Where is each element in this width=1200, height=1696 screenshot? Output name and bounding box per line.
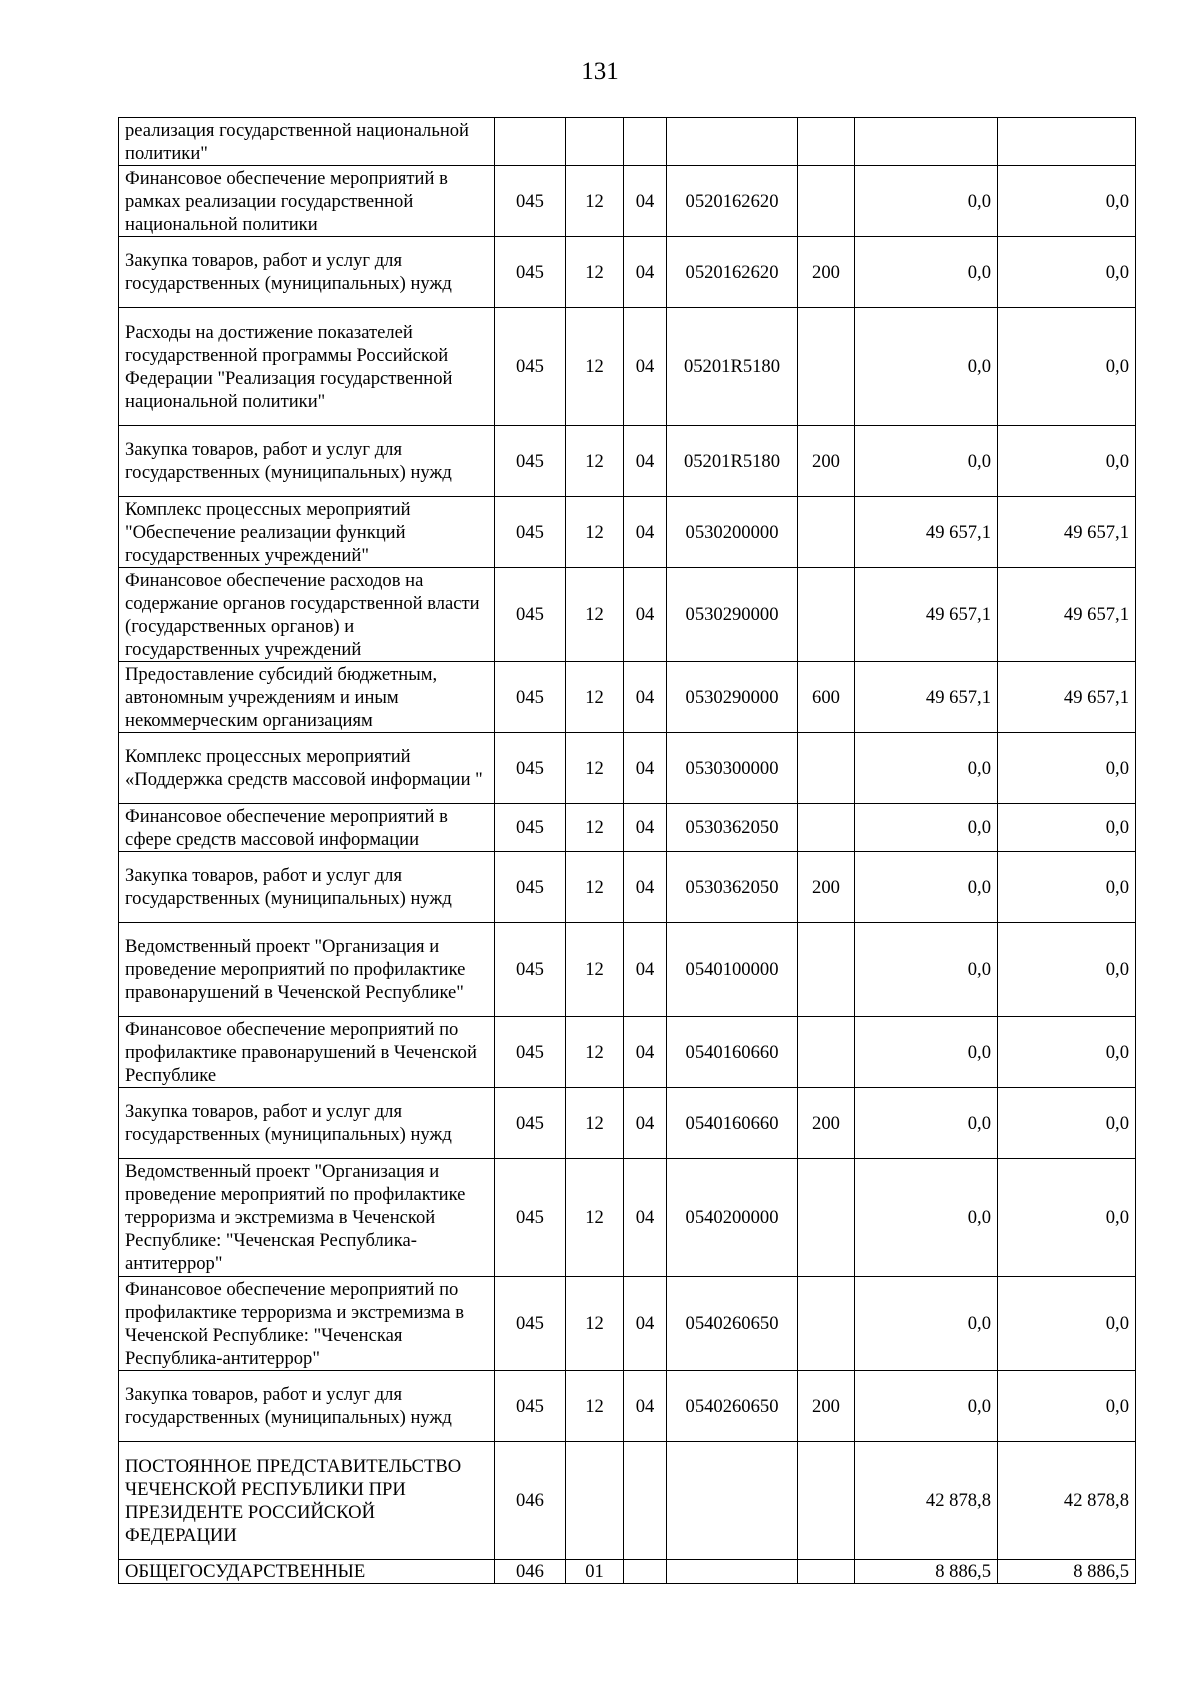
row-sum-2024-cell: 0,0 xyxy=(855,733,998,804)
table-row xyxy=(119,804,1136,852)
row-csr-cell: 0540160660 xyxy=(667,1088,798,1159)
row-glav-cell: 045 xyxy=(495,237,566,308)
row-vr-cell: 200 xyxy=(798,1371,855,1442)
table-row xyxy=(119,733,1136,804)
row-sum-2025-cell: 0,0 xyxy=(998,1088,1136,1159)
row-rz-cell: 12 xyxy=(566,804,624,852)
row-csr-cell: 0520162620 xyxy=(667,166,798,237)
table-row xyxy=(119,852,1136,923)
row-sum-2024-cell: 0,0 xyxy=(855,923,998,1017)
row-csr-cell: 0540260650 xyxy=(667,1277,798,1371)
table-row xyxy=(119,1017,1136,1088)
row-csr-cell: 0540260650 xyxy=(667,1371,798,1442)
row-pr-cell: 04 xyxy=(624,426,667,497)
row-pr-cell xyxy=(624,118,667,166)
row-csr-cell xyxy=(667,1560,798,1584)
row-rz-cell: 12 xyxy=(566,426,624,497)
row-pr-cell: 04 xyxy=(624,568,667,662)
row-name-cell: Финансовое обеспечение мероприятий в рамках реализации государственной национальной политики xyxy=(119,166,495,237)
row-name-cell: реализация государственной национальной политики" xyxy=(119,118,495,166)
row-glav-cell: 045 xyxy=(495,804,566,852)
row-sum-2024-cell: 49 657,1 xyxy=(855,497,998,568)
row-rz-cell: 12 xyxy=(566,568,624,662)
row-pr-cell: 04 xyxy=(624,804,667,852)
row-sum-2025-cell: 49 657,1 xyxy=(998,568,1136,662)
row-glav-cell: 045 xyxy=(495,733,566,804)
row-name-cell: Закупка товаров, работ и услуг для государственных (муниципальных) нужд xyxy=(119,1088,495,1159)
row-pr-cell: 04 xyxy=(624,1088,667,1159)
row-name-cell: Финансовое обеспечение мероприятий по профилактике правонарушений в Чеченской Республике xyxy=(119,1017,495,1088)
row-name-cell: Закупка товаров, работ и услуг для государственных (муниципальных) нужд xyxy=(119,1371,495,1442)
row-vr-cell: 600 xyxy=(798,662,855,733)
page-number: 131 xyxy=(581,58,619,85)
row-csr-cell xyxy=(667,1442,798,1560)
row-rz-cell xyxy=(566,1442,624,1560)
table-row xyxy=(119,308,1136,426)
row-vr-cell xyxy=(798,1017,855,1088)
row-sum-2025-cell: 0,0 xyxy=(998,237,1136,308)
row-sum-2025-cell: 0,0 xyxy=(998,426,1136,497)
row-csr-cell: 0530290000 xyxy=(667,662,798,733)
row-vr-cell xyxy=(798,1442,855,1560)
row-glav-cell: 045 xyxy=(495,568,566,662)
row-vr-cell: 200 xyxy=(798,852,855,923)
row-glav-cell: 045 xyxy=(495,497,566,568)
row-name-cell: Комплекс процессных мероприятий «Поддержка средств массовой информации " xyxy=(119,733,495,804)
row-sum-2025-cell: 0,0 xyxy=(998,923,1136,1017)
row-csr-cell: 0530290000 xyxy=(667,568,798,662)
row-rz-cell: 12 xyxy=(566,923,624,1017)
row-rz-cell: 12 xyxy=(566,852,624,923)
row-rz-cell: 12 xyxy=(566,662,624,733)
row-rz-cell: 12 xyxy=(566,1371,624,1442)
row-name-cell: Закупка товаров, работ и услуг для государственных (муниципальных) нужд xyxy=(119,852,495,923)
row-csr-cell: 0530362050 xyxy=(667,804,798,852)
row-pr-cell: 04 xyxy=(624,1277,667,1371)
table-row xyxy=(119,1159,1136,1277)
row-sum-2025-cell: 0,0 xyxy=(998,1159,1136,1277)
row-sum-2025-cell: 0,0 xyxy=(998,1277,1136,1371)
table-body xyxy=(119,118,1136,1584)
row-name-cell: Финансовое обеспечение расходов на содержание органов государственной власти (государственных органов) и государственных учреждений xyxy=(119,568,495,662)
row-sum-2024-cell: 49 657,1 xyxy=(855,662,998,733)
row-rz-cell: 12 xyxy=(566,308,624,426)
row-rz-cell: 12 xyxy=(566,166,624,237)
row-csr-cell: 05201R5180 xyxy=(667,308,798,426)
row-sum-2024-cell: 0,0 xyxy=(855,1371,998,1442)
row-glav-cell: 045 xyxy=(495,1371,566,1442)
row-sum-2024-cell: 0,0 xyxy=(855,426,998,497)
row-csr-cell: 05201R5180 xyxy=(667,426,798,497)
row-glav-cell: 045 xyxy=(495,1088,566,1159)
row-vr-cell xyxy=(798,733,855,804)
table-row xyxy=(119,426,1136,497)
row-sum-2024-cell: 0,0 xyxy=(855,852,998,923)
row-glav-cell: 045 xyxy=(495,308,566,426)
row-sum-2025-cell: 0,0 xyxy=(998,852,1136,923)
row-glav-cell: 045 xyxy=(495,852,566,923)
row-sum-2024-cell: 8 886,5 xyxy=(855,1560,998,1584)
table-row xyxy=(119,1371,1136,1442)
row-glav-cell: 046 xyxy=(495,1442,566,1560)
row-vr-cell xyxy=(798,308,855,426)
row-name-cell: Расходы на достижение показателей государственной программы Российской Федерации "Реализация государственной национальной политики" xyxy=(119,308,495,426)
table-row xyxy=(119,1088,1136,1159)
row-pr-cell xyxy=(624,1442,667,1560)
row-vr-cell xyxy=(798,804,855,852)
row-pr-cell: 04 xyxy=(624,1159,667,1277)
row-sum-2024-cell: 0,0 xyxy=(855,1088,998,1159)
row-sum-2025-cell: 0,0 xyxy=(998,804,1136,852)
row-sum-2024-cell: 49 657,1 xyxy=(855,568,998,662)
row-sum-2024-cell: 0,0 xyxy=(855,1277,998,1371)
table-row xyxy=(119,1442,1136,1560)
row-rz-cell: 12 xyxy=(566,237,624,308)
row-pr-cell: 04 xyxy=(624,1017,667,1088)
row-sum-2025-cell: 0,0 xyxy=(998,166,1136,237)
row-csr-cell: 0540160660 xyxy=(667,1017,798,1088)
row-pr-cell: 04 xyxy=(624,733,667,804)
row-sum-2025-cell: 0,0 xyxy=(998,1371,1136,1442)
row-rz-cell: 12 xyxy=(566,1017,624,1088)
row-pr-cell: 04 xyxy=(624,497,667,568)
row-sum-2025-cell: 0,0 xyxy=(998,1017,1136,1088)
table-row xyxy=(119,237,1136,308)
row-name-cell: ПОСТОЯННОЕ ПРЕДСТАВИТЕЛЬСТВО ЧЕЧЕНСКОЙ РЕСПУБЛИКИ ПРИ ПРЕЗИДЕНТЕ РОССИЙСКОЙ ФЕДЕРАЦИИ xyxy=(119,1442,495,1560)
row-glav-cell: 045 xyxy=(495,1159,566,1277)
table-row xyxy=(119,1277,1136,1371)
row-glav-cell: 045 xyxy=(495,662,566,733)
row-sum-2025-cell: 49 657,1 xyxy=(998,662,1136,733)
row-rz-cell: 12 xyxy=(566,1277,624,1371)
budget-table xyxy=(118,117,1136,1584)
row-sum-2024-cell: 0,0 xyxy=(855,166,998,237)
row-vr-cell xyxy=(798,166,855,237)
row-vr-cell xyxy=(798,1560,855,1584)
table-row xyxy=(119,497,1136,568)
row-glav-cell: 045 xyxy=(495,166,566,237)
table-row xyxy=(119,923,1136,1017)
row-glav-cell: 045 xyxy=(495,1017,566,1088)
row-sum-2024-cell: 0,0 xyxy=(855,1159,998,1277)
row-vr-cell: 200 xyxy=(798,1088,855,1159)
row-vr-cell xyxy=(798,923,855,1017)
row-rz-cell: 12 xyxy=(566,733,624,804)
row-vr-cell xyxy=(798,1159,855,1277)
row-name-cell: Комплекс процессных мероприятий "Обеспечение реализации функций государственных учреждений" xyxy=(119,497,495,568)
row-rz-cell: 12 xyxy=(566,1159,624,1277)
row-pr-cell: 04 xyxy=(624,1371,667,1442)
table-row xyxy=(119,1560,1136,1584)
row-pr-cell: 04 xyxy=(624,237,667,308)
row-name-cell: Финансовое обеспечение мероприятий в сфере средств массовой информации xyxy=(119,804,495,852)
row-glav-cell xyxy=(495,118,566,166)
table-row xyxy=(119,166,1136,237)
row-vr-cell xyxy=(798,1277,855,1371)
row-name-cell: Ведомственный проект "Организация и проведение мероприятий по профилактике терроризма и экстремизма в Чеченской Республике: "Чеченская Республика-антитеррор" xyxy=(119,1159,495,1277)
row-sum-2024-cell: 0,0 xyxy=(855,1017,998,1088)
row-name-cell: Закупка товаров, работ и услуг для государственных (муниципальных) нужд xyxy=(119,237,495,308)
row-vr-cell xyxy=(798,118,855,166)
row-csr-cell: 0540100000 xyxy=(667,923,798,1017)
row-sum-2024-cell: 0,0 xyxy=(855,308,998,426)
row-sum-2024-cell xyxy=(855,118,998,166)
row-rz-cell: 12 xyxy=(566,1088,624,1159)
row-pr-cell: 04 xyxy=(624,662,667,733)
row-glav-cell: 045 xyxy=(495,426,566,497)
row-rz-cell xyxy=(566,118,624,166)
row-name-cell: ОБЩЕГОСУДАРСТВЕННЫЕ xyxy=(119,1560,495,1584)
row-vr-cell: 200 xyxy=(798,426,855,497)
row-sum-2025-cell: 0,0 xyxy=(998,308,1136,426)
row-glav-cell: 045 xyxy=(495,923,566,1017)
row-vr-cell xyxy=(798,568,855,662)
table-row xyxy=(119,662,1136,733)
row-csr-cell: 0530300000 xyxy=(667,733,798,804)
row-sum-2025-cell: 0,0 xyxy=(998,733,1136,804)
row-csr-cell: 0530200000 xyxy=(667,497,798,568)
row-sum-2024-cell: 0,0 xyxy=(855,237,998,308)
row-vr-cell xyxy=(798,497,855,568)
row-sum-2025-cell: 49 657,1 xyxy=(998,497,1136,568)
row-glav-cell: 046 xyxy=(495,1560,566,1584)
row-csr-cell xyxy=(667,118,798,166)
row-pr-cell xyxy=(624,1560,667,1584)
row-glav-cell: 045 xyxy=(495,1277,566,1371)
row-sum-2025-cell xyxy=(998,118,1136,166)
table-row xyxy=(119,568,1136,662)
row-sum-2025-cell: 42 878,8 xyxy=(998,1442,1136,1560)
row-csr-cell: 0520162620 xyxy=(667,237,798,308)
table-row xyxy=(119,118,1136,166)
row-csr-cell: 0540200000 xyxy=(667,1159,798,1277)
row-name-cell: Финансовое обеспечение мероприятий по профилактике терроризма и экстремизма в Чеченской Республике: "Чеченская Республика-антитеррор" xyxy=(119,1277,495,1371)
row-sum-2024-cell: 42 878,8 xyxy=(855,1442,998,1560)
row-csr-cell: 0530362050 xyxy=(667,852,798,923)
row-pr-cell: 04 xyxy=(624,308,667,426)
row-sum-2025-cell: 8 886,5 xyxy=(998,1560,1136,1584)
row-rz-cell: 01 xyxy=(566,1560,624,1584)
row-pr-cell: 04 xyxy=(624,923,667,1017)
row-pr-cell: 04 xyxy=(624,166,667,237)
row-vr-cell: 200 xyxy=(798,237,855,308)
row-pr-cell: 04 xyxy=(624,852,667,923)
row-name-cell: Предоставление субсидий бюджетным, автономным учреждениям и иным некоммерческим организациям xyxy=(119,662,495,733)
row-sum-2024-cell: 0,0 xyxy=(855,804,998,852)
row-name-cell: Закупка товаров, работ и услуг для государственных (муниципальных) нужд xyxy=(119,426,495,497)
row-rz-cell: 12 xyxy=(566,497,624,568)
row-name-cell: Ведомственный проект "Организация и проведение мероприятий по профилактике правонарушений в Чеченской Республике" xyxy=(119,923,495,1017)
